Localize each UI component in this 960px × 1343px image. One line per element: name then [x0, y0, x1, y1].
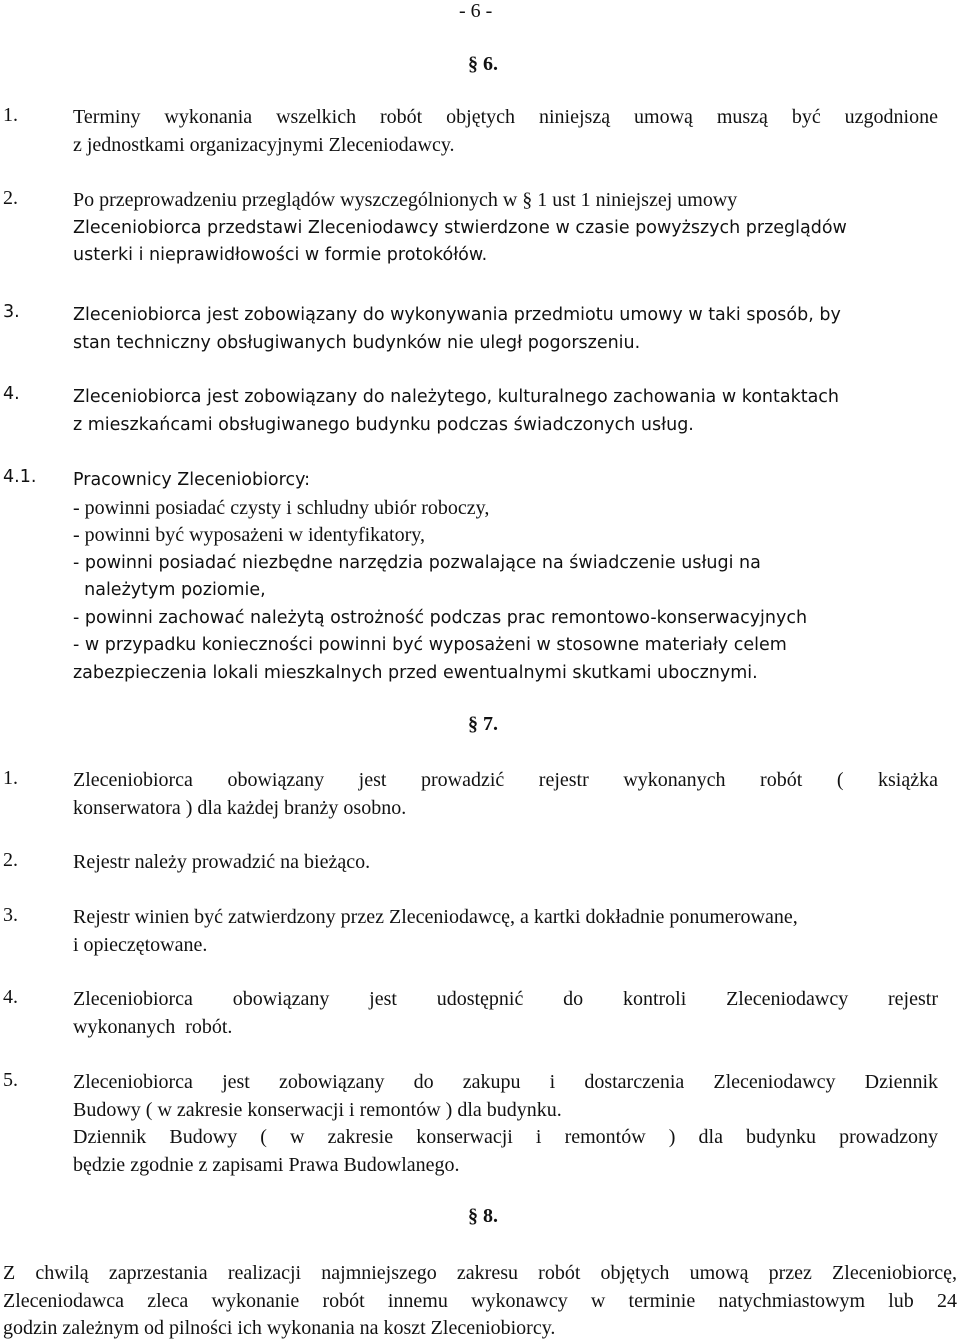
list-item: - powinni być wyposażeni w identyfikatory, [73, 524, 425, 546]
text-line: będzie zgodnie z zapisami Prawa Budowlanego. [73, 1153, 460, 1176]
text-line: Zleceniobiorca jest zobowiązany do wykonywania przedmiotu umowy w taki sposób, by [73, 305, 841, 325]
paragraph-number: 3. [3, 904, 18, 926]
text-line: wykonanych robót. [73, 1015, 233, 1038]
text-line: Rejestr należy prowadzić na bieżąco. [73, 851, 371, 873]
text-line: z mieszkańcami obsługiwanego budynku podczas świadczonych usług. [73, 414, 694, 435]
paragraph-number: 5. [3, 1069, 18, 1091]
text-line: Budowy ( w zakresie konserwacji i remontów ) dla budynku. [73, 1098, 562, 1121]
text-line: Z chwilą zaprzestania realizacji najmniejszego zakresu robót objętych umową przez Zleceniobiorcę, [3, 1262, 957, 1284]
section-heading-8: § 8. [468, 1205, 498, 1227]
text-line: Po przeprowadzeniu przeglądów wyszczególnionych w § 1 ust 1 niniejszej umowy [73, 189, 738, 211]
list-item: - w przypadku konieczności powinni być wyposażeni w stosowne materiały celem [73, 635, 787, 655]
paragraph-number: 4.1. [3, 467, 37, 487]
text-line: konserwatora ) dla każdej branży osobno. [73, 796, 407, 819]
paragraph-number: 3. [3, 302, 20, 322]
text-line: Zleceniobiorca jest zobowiązany do zakupu i dostarczenia Zleceniodawcy Dziennik [73, 1071, 938, 1093]
text-line: usterki i nieprawidłowości w formie protokółów. [73, 245, 488, 265]
list-item-continuation: należytym poziomie, [73, 580, 266, 600]
text-line: Zleceniobiorca obowiązany jest udostępnić do kontroli Zleceniodawcy rejestr [73, 988, 938, 1010]
text-line: Pracownicy Zleceniobiorcy: [73, 470, 311, 490]
paragraph-8 [3, 1260, 957, 1343]
list-item-continuation: zabezpieczenia lokali mieszkalnych przed ewentualnymi skutkami ubocznymi. [73, 662, 758, 683]
text-line: Rejestr winien być zatwierdzony przez Zleceniodawcę, a kartki dokładnie ponumerowane, [73, 906, 798, 928]
list-item: - powinni zachować należytą ostrożność podczas prac remontowo-konserwacyjnych [73, 607, 808, 628]
list-item: - powinni posiadać niezbędne narzędzia pozwalające na świadczenie usługi na [73, 552, 761, 573]
text-line: Dziennik Budowy ( w zakresie konserwacji i remontów ) dla budynku prowadzony [73, 1126, 938, 1148]
text-line: Zleceniobiorca przedstawi Zleceniodawcy stwierdzone w czasie powyższych przeglądów [73, 217, 847, 238]
text-line: Zleceniodawca zleca wykonanie robót innemu wykonawcy w terminie natychmiastowym lub 24 [3, 1289, 957, 1312]
section-heading-7: § 7. [468, 713, 498, 735]
text-line: z jednostkami organizacyjnymi Zleceniodawcy. [73, 133, 455, 156]
paragraph-number: 2. [3, 187, 18, 209]
text-line: Zleceniobiorca jest zobowiązany do należytego, kulturalnego zachowania w kontaktach [73, 387, 840, 407]
section-heading-6: § 6. [468, 53, 498, 75]
page-number: - 6 - [459, 0, 493, 22]
text-line: Terminy wykonania wszelkich robót objętych niniejszą umową muszą być uzgodnione [73, 106, 938, 128]
paragraph-number: 2. [3, 849, 18, 871]
text-line: i opieczętowane. [73, 933, 208, 956]
paragraph-number: 1. [3, 104, 18, 126]
list-item: - powinni posiadać czysty i schludny ubiór roboczy, [73, 496, 490, 519]
paragraph-number: 4. [3, 986, 18, 1008]
paragraph-number: 4. [3, 384, 20, 404]
text-line: stan techniczny obsługiwanych budynków nie uległ pogorszeniu. [73, 332, 641, 353]
text-line: Zleceniobiorca obowiązany jest prowadzić rejestr wykonanych robót ( książka [73, 769, 938, 791]
text-line: godzin zależnym od pilności ich wykonania na koszt Zleceniobiorcy. [3, 1317, 556, 1339]
paragraph-number: 1. [3, 767, 18, 789]
